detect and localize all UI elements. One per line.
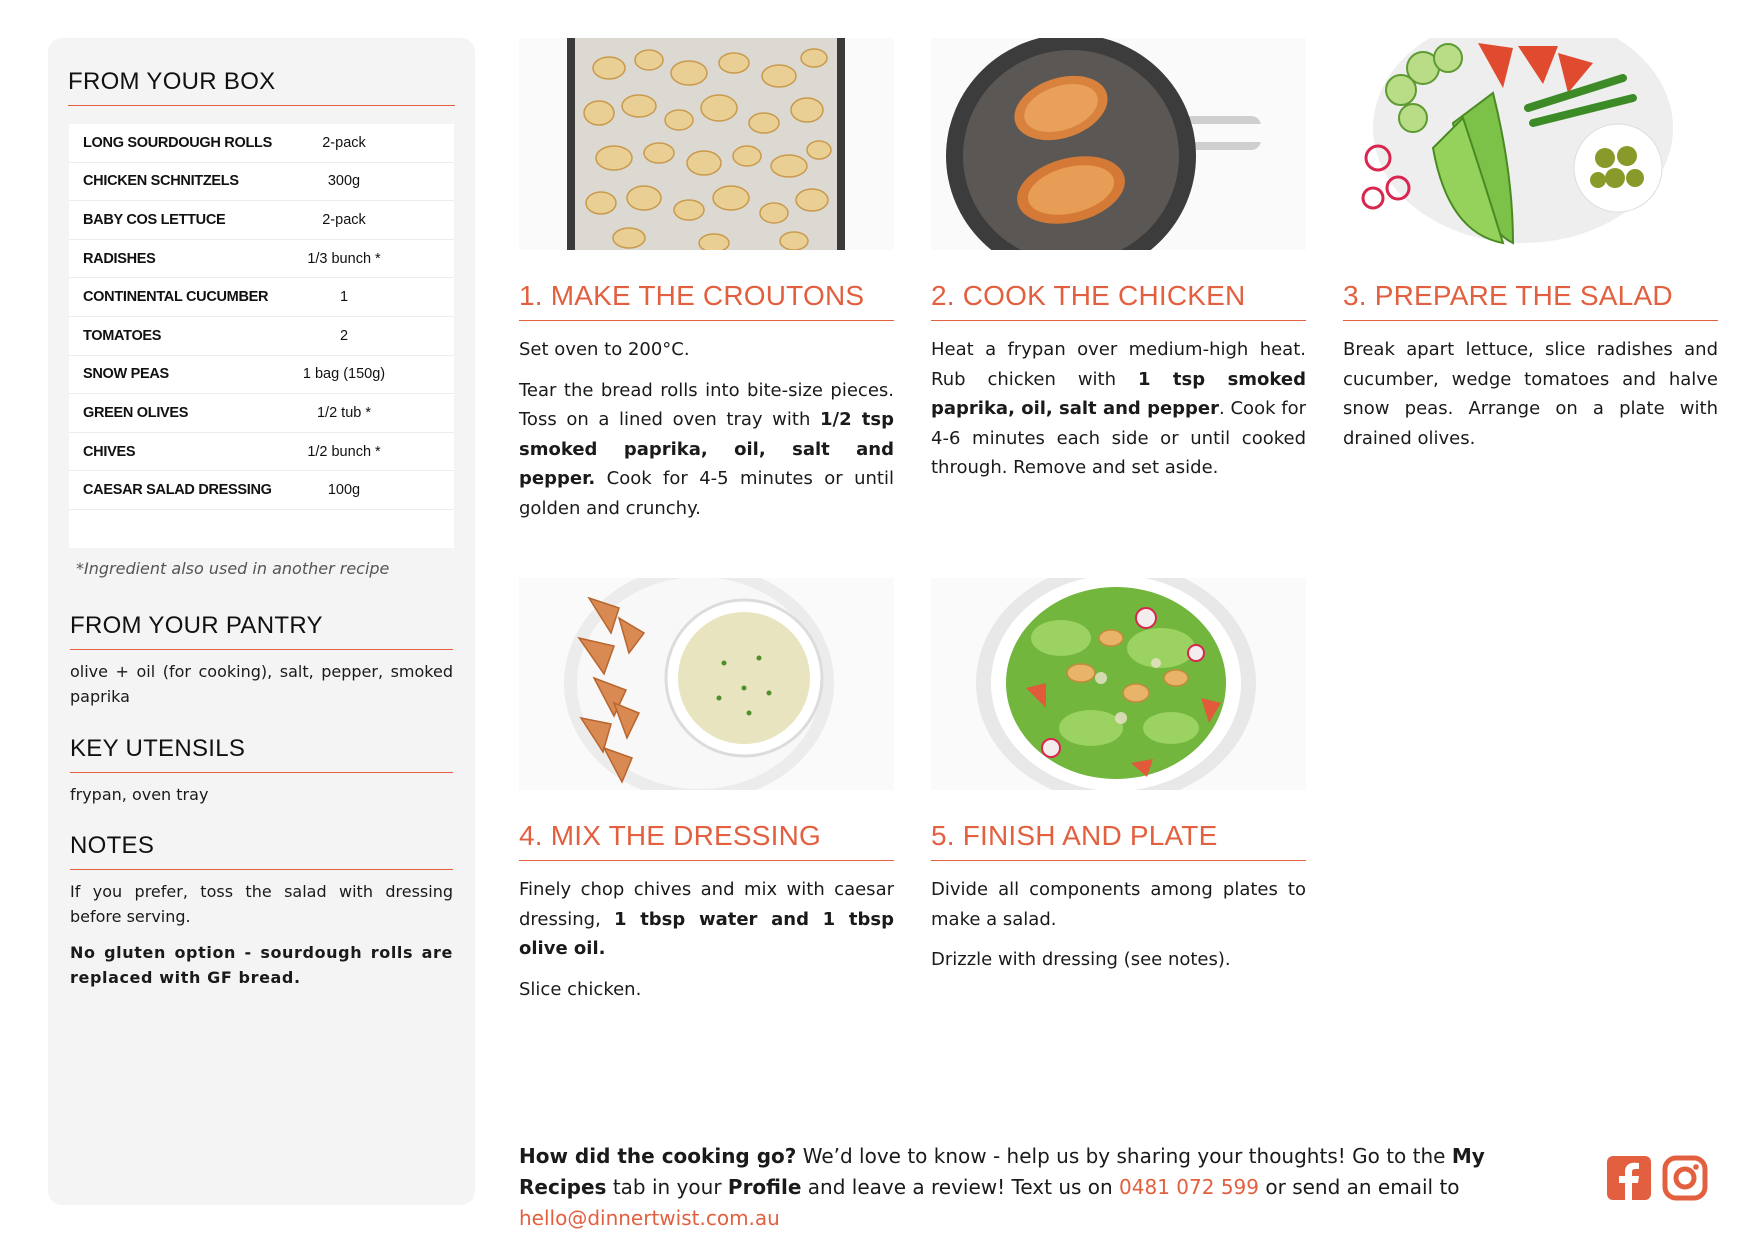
ingredient-name: CONTINENTAL CUCUMBER (83, 289, 269, 306)
step-3 (1343, 38, 1718, 453)
email-link[interactable]: hello@dinnertwist.com.au (519, 1206, 780, 1230)
step-4 (519, 578, 894, 1004)
ingredient-qty: 1 bag (150g) (302, 366, 386, 383)
ingredient-row (69, 471, 454, 510)
step-1-text-1: Set oven to 200°C. (519, 339, 690, 360)
step-4-text-1: Finely chop chives and mix with caesar dressing, 1 tbsp water and 1 tbsp olive oil. (519, 879, 894, 959)
ingredient-name: CHICKEN SCHNITZELS (83, 173, 239, 190)
step-1-title: 1. MAKE THE CROUTONS (519, 280, 894, 321)
step-2-text-1: Heat a frypan over medium-high heat. Rub chicken with 1 tsp smoked paprika, oil, salt and pepper. Cook for 4-6 minutes each side or until cooked through. Remove and set aside. (931, 339, 1306, 478)
step-4-title: 4. MIX THE DRESSING (519, 820, 894, 861)
step-3-text-1: Break apart lettuce, slice radishes and cucumber, wedge tomatoes and halve snow peas. Arrange on a plate with drained olives. (1343, 339, 1718, 449)
instagram-icon[interactable] (1661, 1154, 1709, 1202)
my-recipes-link[interactable]: My Recipes (519, 1144, 1485, 1199)
ingredient-name: BABY COS LETTUCE (83, 211, 226, 228)
step-5-text-2: Drizzle with dressing (see notes). (931, 949, 1231, 970)
ingredients-table (69, 124, 454, 548)
phone-link[interactable]: 0481 072 599 (1119, 1175, 1260, 1199)
ingredient-name: CHIVES (83, 443, 136, 460)
finished-salad-photo (931, 578, 1306, 790)
step-3-title: 3. PREPARE THE SALAD (1343, 280, 1718, 321)
ingredient-qty: 2-pack (322, 211, 366, 228)
ingredient-name: GREEN OLIVES (83, 404, 189, 421)
ingredient-row (69, 317, 454, 356)
ingredient-qty: 1 (339, 289, 349, 306)
ingredient-qty: 100g (327, 482, 361, 499)
pantry-text: olive + oil (for cooking), salt, pepper, smoked paprika (70, 662, 453, 706)
salad-ingredients-photo (1343, 38, 1718, 250)
notes-gluten-text: No gluten option - sourdough rolls are replaced with GF bread. (70, 943, 453, 987)
ingredient-footnote: *Ingredient also used in another recipe (76, 559, 390, 578)
ingredient-name: LONG SOURDOUGH ROLLS (83, 134, 272, 151)
notes-heading: NOTES (70, 832, 453, 870)
utensils-heading: KEY UTENSILS (70, 735, 453, 773)
chicken-pan-photo (931, 38, 1306, 250)
ingredient-row (69, 433, 454, 472)
ingredient-row (69, 356, 454, 395)
review-footer: How did the cooking go? We’d love to know - help us by sharing your thoughts! Go to the My Recipes tab in your Profile and leave a review! Text us on 0481 072 599 or send an email to hello@dinnertwist.com.au (519, 1144, 1485, 1230)
from-box-heading: FROM YOUR BOX (68, 68, 455, 106)
step-2-body (931, 335, 1306, 483)
step-4-body (519, 875, 894, 1004)
utensils-text: frypan, oven tray (70, 785, 209, 804)
ingredient-row (69, 278, 454, 317)
step-1 (519, 38, 894, 523)
ingredient-qty: 1/2 tub * (316, 404, 371, 421)
ingredient-row (69, 163, 454, 202)
croutons-photo (519, 38, 894, 250)
ingredient-qty: 1/3 bunch * (307, 250, 381, 267)
step-5-body (931, 875, 1306, 975)
pantry-heading: FROM YOUR PANTRY (70, 612, 453, 650)
ingredient-name: RADISHES (83, 250, 156, 267)
step-2 (931, 38, 1306, 483)
ingredient-name: TOMATOES (83, 327, 162, 344)
ingredient-row (69, 394, 454, 433)
step-1-text-2: Tear the bread rolls into bite-size pieces. Toss on a lined oven tray with 1/2 tsp smoked paprika, oil, salt and pepper. Cook for 4-5 minutes or until golden and crunchy. (519, 379, 894, 519)
dressing-photo (519, 578, 894, 790)
footer-question: How did the cooking go? (519, 1144, 797, 1168)
step-5-title: 5. FINISH AND PLATE (931, 820, 1306, 861)
step-4-text-2: Slice chicken. (519, 978, 642, 1000)
step-3-body (1343, 335, 1718, 453)
step-5 (931, 578, 1306, 975)
ingredient-qty: 2 (339, 327, 349, 344)
step-1-body (519, 335, 894, 523)
ingredient-row (69, 240, 454, 279)
ingredient-name: SNOW PEAS (83, 366, 169, 383)
ingredient-name: CAESAR SALAD DRESSING (83, 482, 272, 499)
facebook-icon[interactable] (1605, 1154, 1653, 1202)
ingredient-qty: 300g (327, 173, 361, 190)
notes-text: If you prefer, toss the salad with dressing before serving. (70, 882, 453, 926)
ingredient-qty: 2-pack (322, 134, 366, 151)
ingredient-row (69, 201, 454, 240)
ingredients-sidebar (48, 38, 475, 1205)
ingredient-row (69, 124, 454, 163)
step-2-title: 2. COOK THE CHICKEN (931, 280, 1306, 321)
step-5-text-1: Divide all components among plates to make a salad. (931, 879, 1306, 930)
ingredient-qty: 1/2 bunch * (307, 443, 381, 460)
profile-link[interactable]: Profile (727, 1175, 802, 1199)
